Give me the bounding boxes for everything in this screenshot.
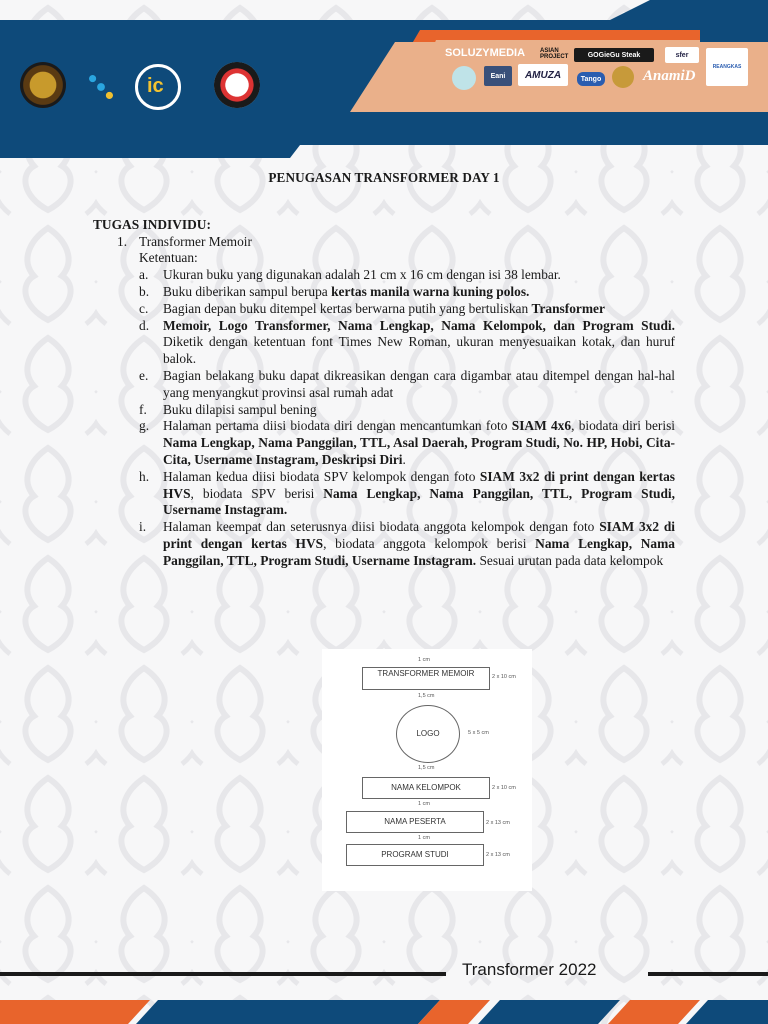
footer-decoration: [0, 960, 768, 1024]
sponsor-anamid: AnamiD: [643, 68, 696, 84]
sponsor-asian-project: ASIAN PROJECT: [540, 48, 569, 60]
mascot-logo: [214, 62, 260, 108]
section-heading: TUGAS INDIVIDU:: [93, 216, 211, 232]
rule-g: [93, 418, 675, 468]
rule-c: [93, 301, 675, 318]
diagram-gap-label: 1 cm: [418, 801, 430, 807]
sponsor-amuza: AMUZA: [518, 64, 568, 86]
diagram-box-transformer-memoir: [362, 667, 490, 690]
rule-bold-text: Transformer: [531, 300, 605, 316]
diagram-gap-label: 1 cm: [418, 657, 430, 663]
document-title: PENUGASAN TRANSFORMER DAY 1: [268, 170, 500, 185]
rule-text: Halaman keempat dan seterusnya diisi biodata anggota kelompok dengan foto: [163, 519, 600, 535]
diagram-size-label: 2 x 10 cm: [492, 785, 516, 791]
rule-text: Buku diberikan sampul berupa: [163, 283, 332, 299]
ketentuan-label: Ketentuan:: [139, 250, 198, 266]
diagram-size-label: 5 x 5 cm: [468, 730, 489, 736]
rule-text: Ukuran buku yang digunakan adalah 21 cm x 16 cm dengan isi 38 lembar.: [163, 267, 561, 283]
rule-e: [93, 368, 675, 402]
sponsor-eani: Eani: [484, 66, 512, 86]
rule-bold-text: Nama Lengkap, Nama Panggilan, TTL, Asal Daerah, Program Studi, No. HP, Hobi, Cita-Cita, Username Instagram, Deskripsi Diri: [163, 435, 675, 467]
sponsor-soluzymedia: SOLUZYMEDIA: [445, 47, 526, 59]
item-title: Transformer Memoir: [139, 233, 252, 249]
diagram-box-label: LOGO: [416, 729, 440, 738]
cover-layout-diagram: [322, 649, 532, 891]
rule-text: Bagian belakang buku dapat dikreasikan dengan cara digambar atau ditempel dengan hal-hal yang menyangkut provinsi asal rumah adat: [163, 367, 675, 400]
sponsor-round-logo: [452, 66, 476, 90]
sponsor-sfer: sfer: [665, 47, 699, 63]
diagram-box-label: NAMA KELOMPOK: [391, 783, 461, 792]
rule-bold-text: kertas manila warna kuning polos.: [331, 283, 530, 299]
diagram-box-label: TRANSFORMER MEMOIR: [377, 669, 475, 678]
rule-letter: d.: [139, 317, 150, 333]
rule-letter: e.: [139, 367, 149, 383]
rule-bold-text: SIAM 3x2 di print dengan kertas HVS: [163, 519, 676, 551]
rule-letter: h.: [139, 468, 150, 484]
diagram-box-nama-peserta: [346, 811, 484, 833]
diagram-size-label: 2 x 10 cm: [492, 674, 516, 680]
rule-letter: a.: [139, 267, 149, 283]
diagram-gap-label: 1,5 cm: [418, 693, 435, 699]
rule-text: , biodata anggota kelompok berisi: [323, 535, 536, 551]
rule-text: , biodata diri berisi: [571, 418, 675, 434]
footer-title: Transformer 2022: [462, 960, 597, 979]
diagram-gap-label: 1 cm: [418, 835, 430, 841]
network-logo: [80, 66, 122, 108]
diagram-size-label: 2 x 13 cm: [486, 852, 510, 858]
rule-bold-text: SIAM 4x6: [511, 418, 572, 434]
rule-bold-text: SIAM 3x2 di print dengan kertas HVS: [163, 468, 675, 501]
diagram-box-label: PROGRAM STUDI: [381, 850, 449, 859]
rule-bold-text: Nama Lengkap, Nama Panggilan, TTL, Program Studi, Username Instagram.: [163, 485, 675, 518]
diagram-gap-label: 1,5 cm: [418, 765, 435, 771]
rule-letter: f.: [139, 401, 147, 417]
rule-text: Diketik dengan ketentuan font Times New Roman, ukuran menyesuaikan kotak, dan huruf balok.: [163, 334, 675, 367]
diagram-size-label: 2 x 13 cm: [486, 820, 510, 826]
diagram-box-label: NAMA PESERTA: [384, 817, 446, 826]
sponsor-tango: Tango: [577, 72, 605, 86]
rule-text: , biodata SPV berisi: [190, 485, 324, 501]
rule-text: Halaman kedua diisi biodata SPV kelompok dengan foto: [163, 468, 480, 484]
sponsor-round-seal: [612, 66, 634, 88]
sponsor-gogiegu: GOGieGu Steak: [574, 48, 654, 62]
rule-h: [93, 469, 675, 519]
rule-bold-text: Memoir, Logo Transformer, Nama Lengkap, Nama Kelompok, dan Program Studi.: [163, 317, 675, 333]
rule-text: Bagian depan buku ditempel kertas berwarna putih yang bertuliskan: [163, 300, 532, 316]
rule-letter: c.: [139, 300, 149, 316]
rule-letter: g.: [139, 418, 150, 434]
rule-f: [93, 402, 675, 419]
document-body: [93, 170, 675, 570]
sponsor-reangkas: REANGKAS: [706, 48, 748, 86]
rule-d: [93, 318, 675, 368]
rule-i: [93, 519, 675, 569]
item-number: 1.: [117, 233, 128, 249]
rule-text: Sesuai urutan pada data kelompok: [476, 552, 664, 568]
rule-bold-text: Nama Lengkap, Nama Panggilan, TTL, Program Studi, Username Instagram.: [163, 535, 675, 568]
rule-text: .: [402, 451, 406, 467]
rule-text: Buku dilapisi sampul bening: [163, 401, 317, 417]
rule-letter: b.: [139, 283, 150, 299]
rule-text: Halaman pertama diisi biodata diri dengan mencantumkan foto: [163, 418, 512, 434]
diagram-box-nama-kelompok: [362, 777, 490, 799]
diagram-box-program-studi: [346, 844, 484, 866]
diagram-logo-circle: [396, 705, 460, 763]
rule-b: [93, 284, 675, 301]
rule-a: [93, 267, 675, 284]
rule-letter: i.: [139, 519, 147, 535]
university-logo: [20, 62, 66, 108]
ic-logo: ic: [135, 64, 181, 110]
